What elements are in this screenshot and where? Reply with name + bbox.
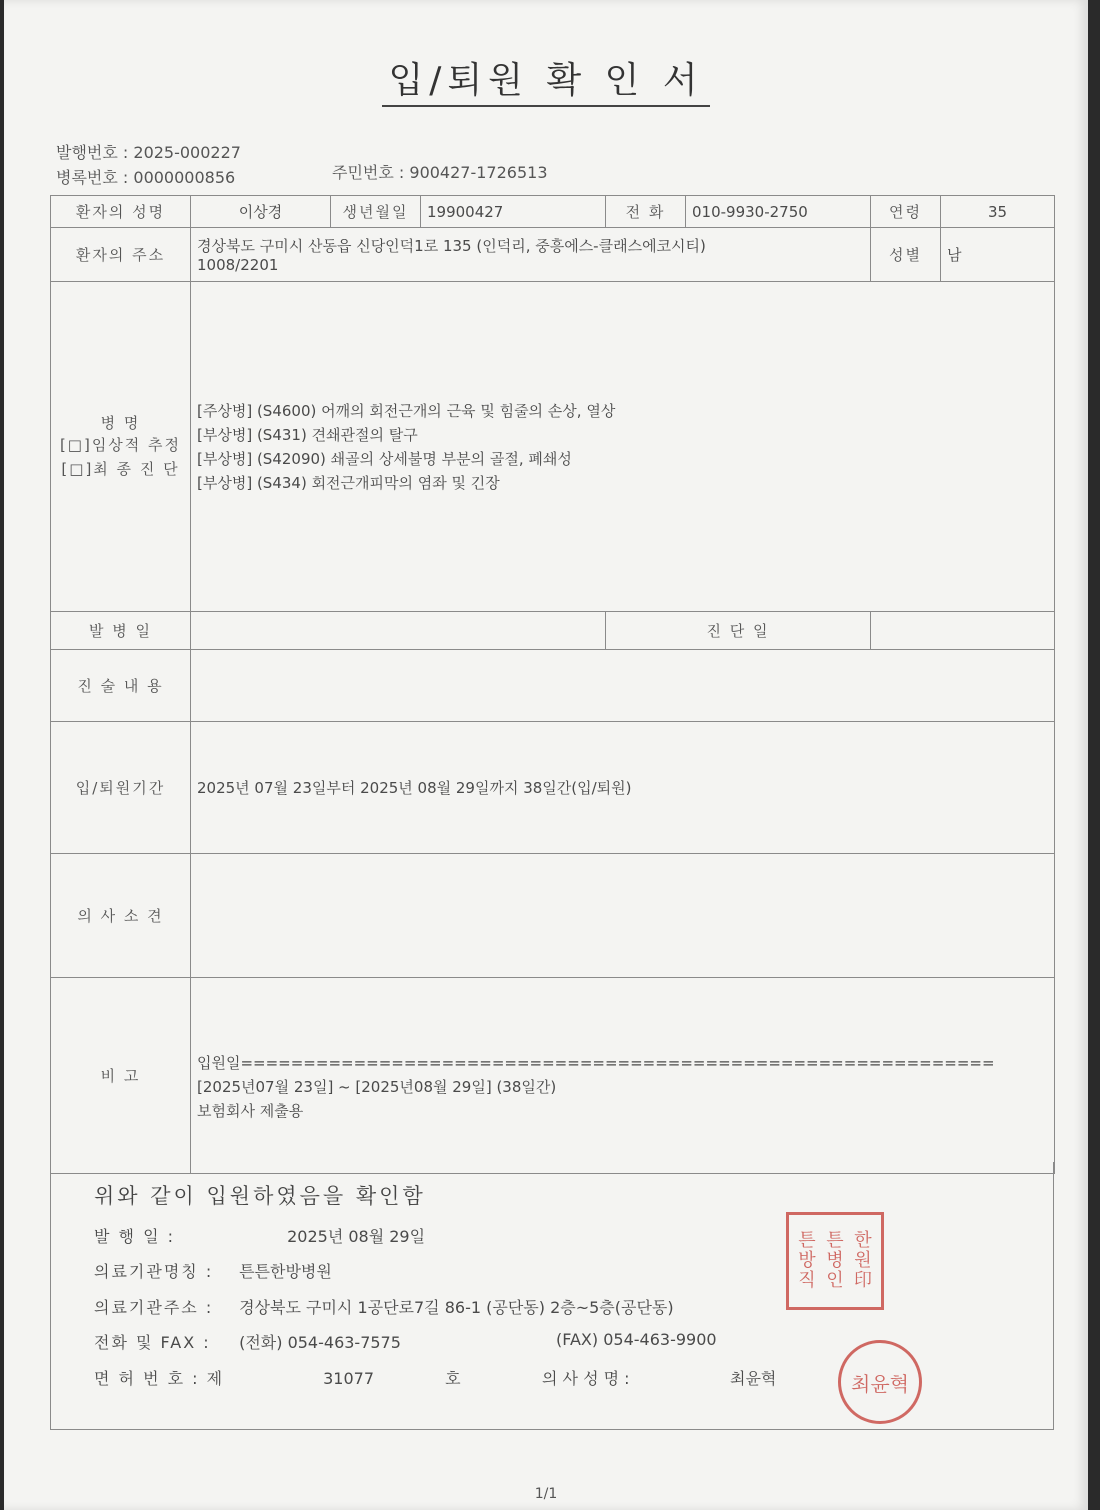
patient-sex: 남: [941, 228, 1055, 282]
certificate-form-table: [50, 195, 1055, 1174]
opinion-label: 의 사 소 견: [51, 854, 191, 978]
issue-number: 발행번호 : 2025-000227: [56, 143, 241, 162]
opinion-value: [191, 854, 1055, 978]
resident-number: 주민번호 : 900427-1726513: [332, 163, 548, 182]
doctor-seal: 최윤혁: [838, 1340, 922, 1424]
doctor-label: 의 사 성 명 :: [542, 1369, 630, 1388]
birth-label: 생년월일: [331, 196, 421, 228]
document-title: 입/퇴원 확 인 서: [4, 52, 1088, 103]
contact-row: [94, 1330, 717, 1353]
age-label: 연령: [871, 196, 941, 228]
institution-name-row: [94, 1259, 332, 1282]
fax: (FAX) 054-463-9900: [556, 1330, 717, 1349]
address-line-1: 경상북도 구미시 산동읍 신당인덕1로 135 (인덕리, 중흥에스-클래스에코시티): [197, 237, 706, 255]
phone-number: 010-9930-2750: [686, 196, 871, 228]
institution-name: 튼튼한방병원: [239, 1262, 332, 1281]
remarks-label: 비 고: [51, 978, 191, 1174]
page-number: 1/1: [534, 1486, 558, 1502]
license-row: [94, 1366, 777, 1389]
statement-value: [191, 650, 1055, 722]
diag-date-label: 진 단 일: [606, 612, 871, 650]
license-number: 31077: [323, 1369, 374, 1388]
remarks-admission-line: 입원일============================================================: [197, 1053, 995, 1072]
diagnosis-main: [주상병] (S4600) 어깨의 회전근개의 근육 및 힘줄의 손상, 열상: [197, 401, 616, 420]
address-line-2: 1008/2201: [197, 256, 279, 274]
diagnosis-list: [191, 282, 1055, 612]
tel-fax-label: 전화 및 FAX :: [94, 1333, 211, 1352]
onset-value: [191, 612, 606, 650]
sex-label: 성별: [871, 228, 941, 282]
remarks-content: [191, 978, 1055, 1174]
period-label: 입/퇴원기간: [51, 722, 191, 854]
diagnosis-label-cell: [51, 282, 191, 612]
remarks-date-range: [2025년07월 23일] ~ [2025년08월 29일] (38일간): [197, 1077, 557, 1096]
clinical-estimate-check: [□]임상적 추정: [59, 436, 182, 454]
patient-age: 35: [941, 196, 1055, 228]
remarks-purpose: 보험회사 제출용: [197, 1101, 304, 1120]
diagnosis-label: 병 명: [100, 414, 141, 432]
doctor-name: 최윤혁: [730, 1369, 777, 1388]
record-number: 병록번호 : 0000000856: [56, 168, 236, 187]
diagnosis-sub-1: [부상병] (S431) 견쇄관절의 탈구: [197, 425, 418, 444]
telephone: (전화) 054-463-7575: [239, 1333, 401, 1352]
phone-label: 전 화: [606, 196, 686, 228]
issue-date: 2025년 08월 29일: [287, 1227, 426, 1246]
confirmation-statement: 위와 같이 입원하였음을 확인함: [94, 1184, 426, 1208]
license-suffix: 호: [445, 1369, 461, 1388]
institution-name-label: 의료기관명칭 :: [94, 1262, 214, 1281]
document-page: [4, 0, 1088, 1510]
institution-address-label: 의료기관주소 :: [94, 1298, 214, 1317]
institution-address-row: [94, 1295, 674, 1318]
issue-date-row: [94, 1224, 425, 1247]
patient-address: [191, 228, 871, 282]
institution-address: 경상북도 구미시 1공단로7길 86-1 (공단동) 2층~5층(공단동): [239, 1298, 674, 1317]
hospital-seal: 튼 튼 한 방 병 원 직 인 印: [786, 1212, 884, 1310]
license-label: 면 허 번 호 : 제: [94, 1369, 225, 1388]
statement-label: 진 술 내 용: [51, 650, 191, 722]
onset-label: 발 병 일: [51, 612, 191, 650]
diagnosis-sub-2: [부상병] (S42090) 쇄골의 상세불명 부분의 골절, 폐쇄성: [197, 449, 572, 468]
final-diagnosis-check: [□]최 종 진 단: [61, 460, 180, 478]
birth-date: 19900427: [421, 196, 606, 228]
name-label: 환자의 성명: [51, 196, 191, 228]
issue-date-label: 발 행 일 :: [94, 1227, 176, 1246]
diag-date-value: [871, 612, 1055, 650]
period-value: 2025년 07월 23일부터 2025년 08월 29일까지 38일간(입/퇴원): [191, 722, 1055, 854]
patient-name: 이상경: [191, 196, 331, 228]
address-label: 환자의 주소: [51, 228, 191, 282]
diagnosis-sub-3: [부상병] (S434) 회전근개피막의 염좌 및 긴장: [197, 473, 500, 492]
